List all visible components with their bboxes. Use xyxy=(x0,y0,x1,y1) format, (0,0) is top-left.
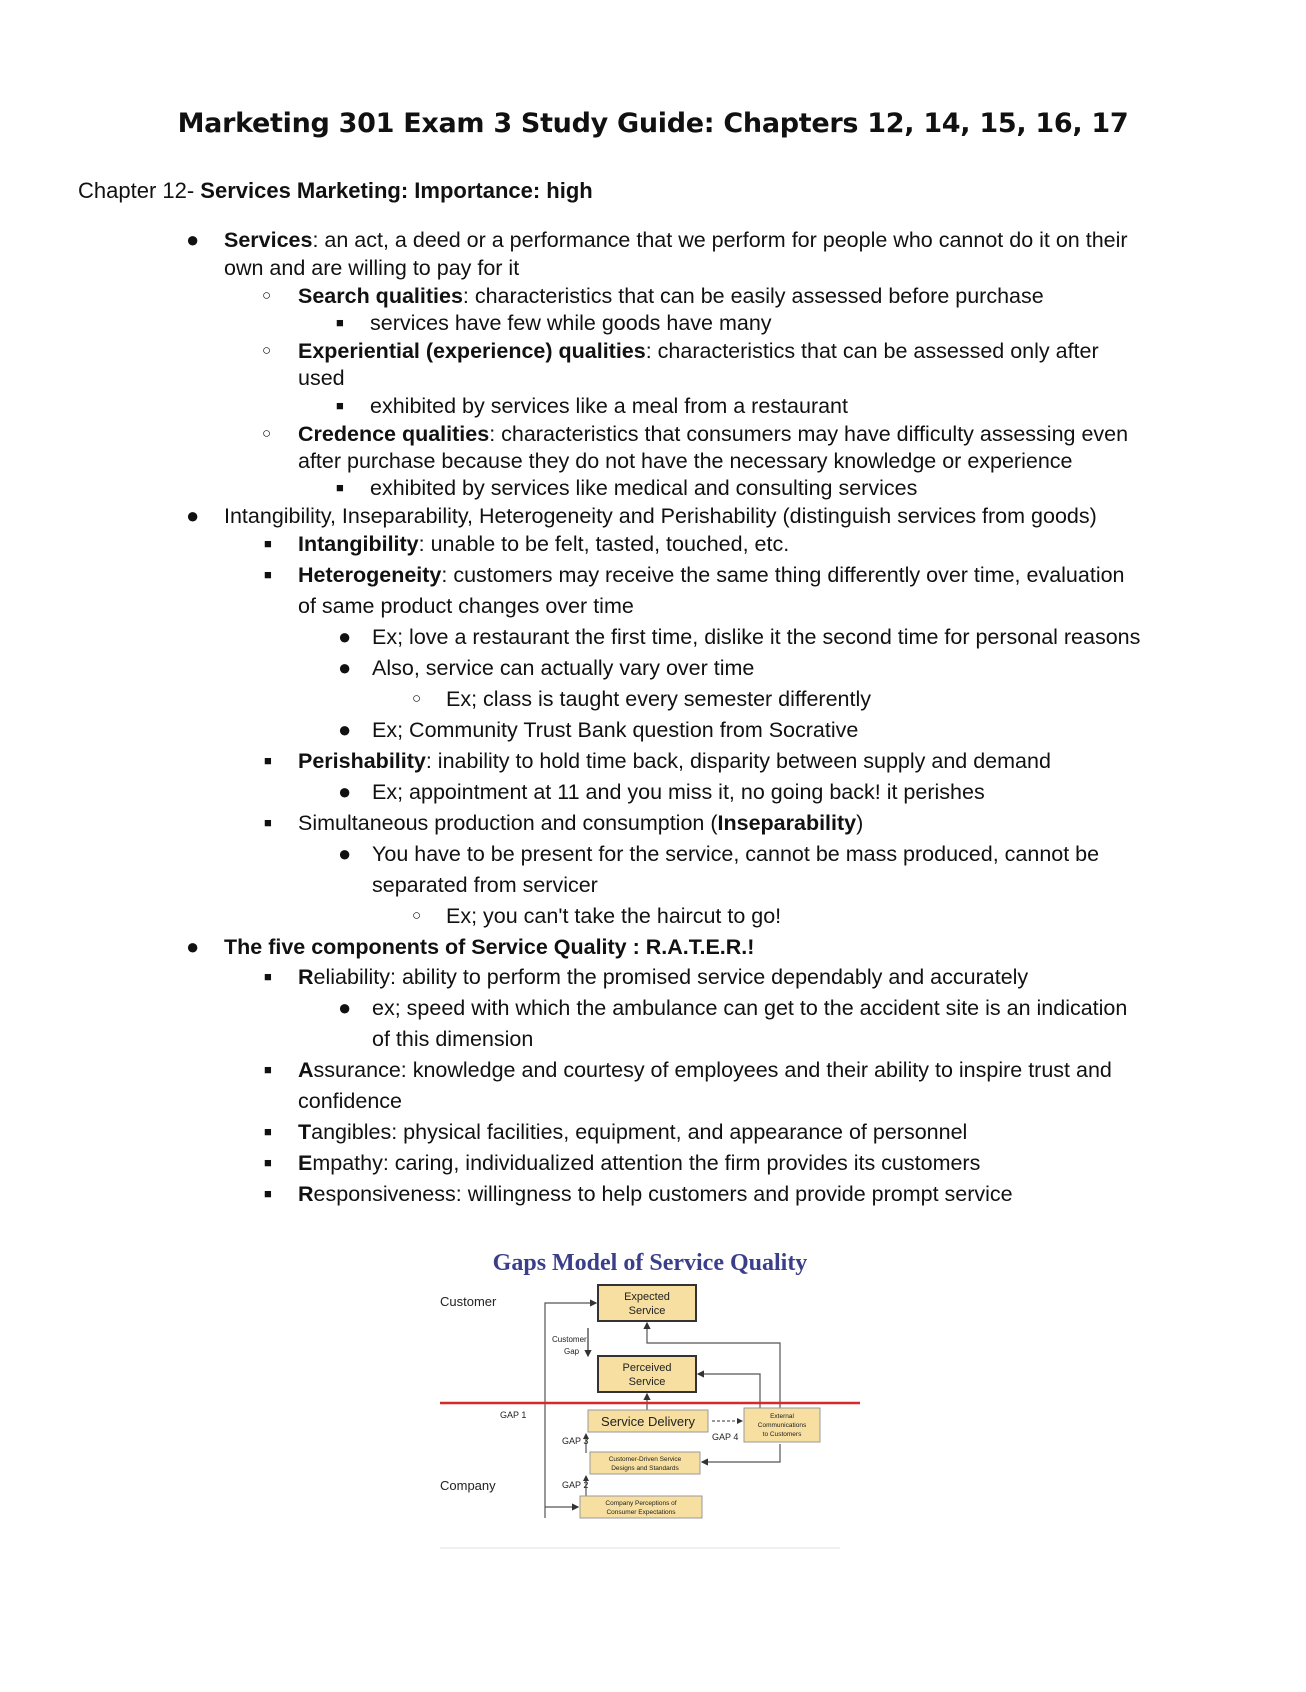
bullet-dot: ● xyxy=(338,655,352,680)
perceived-service-line1: Perceived xyxy=(622,1362,672,1374)
bullet-square: ■ xyxy=(264,1062,272,1077)
chapter-heading xyxy=(78,178,593,204)
bullet-circle: ○ xyxy=(262,287,272,304)
list-item: ex; speed with which the ambulance can get to the accident site is an indication xyxy=(372,996,1128,1020)
expected-service-line2: Service xyxy=(628,1305,666,1317)
bullet-square: ■ xyxy=(264,1124,272,1139)
bullet-dot: ● xyxy=(186,503,200,528)
bullet-square: ■ xyxy=(336,398,344,413)
list-item: Also, service can actually vary over time xyxy=(372,656,755,680)
bullet-dot: ● xyxy=(338,624,352,649)
bullet-square: ■ xyxy=(264,969,272,984)
bullet-square: ■ xyxy=(264,753,272,768)
list-item: Heterogeneity: customers may receive the same thing differently over time, evaluation xyxy=(298,563,1125,587)
expected-service-line1: Expected xyxy=(624,1291,670,1303)
bullet-square: ■ xyxy=(264,1155,272,1170)
list-item: services have few while goods have many xyxy=(370,311,772,335)
bullet-dot: ● xyxy=(338,717,352,742)
customer-gap-line1: Customer xyxy=(552,1335,587,1344)
list-item-continued: own and are willing to pay for it xyxy=(224,256,520,280)
list-item: Ex; love a restaurant the first time, dislike it the second time for personal reasons xyxy=(372,625,1141,649)
external-to-designs xyxy=(702,1444,780,1462)
list-item: exhibited by services like a meal from a restaurant xyxy=(370,394,848,418)
gap2-label: GAP 2 xyxy=(562,1480,589,1490)
perceived-service-line2: Service xyxy=(628,1376,666,1388)
bullet-circle: ○ xyxy=(412,907,422,924)
list-item: You have to be present for the service, cannot be mass produced, cannot be xyxy=(372,842,1100,866)
page-title: Marketing 301 Exam 3 Study Guide: Chapters 12, 14, 15, 16, 17 xyxy=(177,108,1129,139)
company-label: Company xyxy=(440,1478,496,1493)
list-item: Simultaneous production and consumption (Inseparability) xyxy=(298,811,864,835)
bullet-square: ■ xyxy=(264,1186,272,1201)
service-delivery-label: Service Delivery xyxy=(601,1414,695,1429)
list-item: Empathy: caring, individualized attention the firm provides its customers xyxy=(298,1151,981,1175)
bullet-square: ■ xyxy=(336,315,344,330)
list-item: Tangibles: physical facilities, equipment, and appearance of personnel xyxy=(298,1120,968,1144)
bullet-dot: ● xyxy=(338,779,352,804)
bullet-square: ■ xyxy=(264,567,272,582)
list-item: The five components of Service Quality : R.A.T.E.R.! xyxy=(224,935,755,959)
bullet-square: ■ xyxy=(264,815,272,830)
list-item: Intangibility: unable to be felt, tasted, touched, etc. xyxy=(298,532,790,556)
customer-gap-line2: Gap xyxy=(564,1347,580,1356)
list-item-continued: of this dimension xyxy=(372,1027,534,1051)
bullet-dot: ● xyxy=(186,227,200,252)
chapter-title: Services Marketing: Importance: high xyxy=(200,178,593,203)
designs-line2: Designs and Standards xyxy=(611,1465,679,1472)
bullet-dot: ● xyxy=(338,995,352,1020)
list-item: Reliability: ability to perform the promised service dependably and accurately xyxy=(298,965,1029,989)
list-item: Assurance: knowledge and courtesy of employees and their ability to inspire trust and xyxy=(298,1058,1112,1082)
bullet-square: ■ xyxy=(264,536,272,551)
gaps-model-diagram xyxy=(440,1248,860,1556)
list-item: Services: an act, a deed or a performance that we perform for people who cannot do it on their xyxy=(224,228,1128,252)
list-item: Ex; class is taught every semester differently xyxy=(446,687,872,711)
gap4-label: GAP 4 xyxy=(712,1432,739,1442)
list-item: Experiential (experience) qualities: characteristics that can be assessed only after xyxy=(298,339,1099,363)
list-item-continued: after purchase because they do not have the necessary knowledge or experience xyxy=(298,449,1073,473)
list-item-continued: of same product changes over time xyxy=(298,594,634,618)
external-line1: External xyxy=(770,1413,794,1420)
list-item: Credence qualities: characteristics that consumers may have difficulty assessing even xyxy=(298,422,1129,446)
bullet-square: ■ xyxy=(336,480,344,495)
chapter-prefix: Chapter 12- xyxy=(78,178,201,203)
list-item-continued: separated from servicer xyxy=(372,873,598,897)
list-item: Responsiveness: willingness to help customers and provide prompt service xyxy=(298,1182,1013,1206)
customer-label: Customer xyxy=(440,1294,497,1309)
gap3-label: GAP 3 xyxy=(562,1436,589,1446)
list-item: Search qualities: characteristics that can be easily assessed before purchase xyxy=(298,284,1044,308)
bullet-dot: ● xyxy=(338,841,352,866)
external-line2: Communications xyxy=(757,1422,807,1429)
bullet-circle: ○ xyxy=(262,342,272,359)
list-item: exhibited by services like medical and consulting services xyxy=(370,476,918,500)
external-line3: to Customers xyxy=(762,1431,802,1438)
list-item: Ex; Community Trust Bank question from Socrative xyxy=(372,718,859,742)
diagram-title: Gaps Model of Service Quality xyxy=(492,1250,808,1276)
bullet-dot: ● xyxy=(186,934,200,959)
list-item: Perishability: inability to hold time back, disparity between supply and demand xyxy=(298,749,1051,773)
list-item-continued: confidence xyxy=(298,1089,402,1113)
bullet-circle: ○ xyxy=(412,690,422,707)
perceptions-line1: Company Perceptions of xyxy=(605,1500,677,1507)
designs-line1: Customer-Driven Service xyxy=(608,1456,682,1463)
perceptions-line2: Consumer Expectations xyxy=(606,1509,676,1516)
list-item-continued: used xyxy=(298,366,345,390)
list-item: Intangibility, Inseparability, Heterogeneity and Perishability (distinguish services from goods) xyxy=(224,504,1097,528)
bullet-circle: ○ xyxy=(262,425,272,442)
gap1-label: GAP 1 xyxy=(500,1410,527,1420)
list-item: Ex; appointment at 11 and you miss it, no going back! it perishes xyxy=(372,780,985,804)
list-item: Ex; you can't take the haircut to go! xyxy=(446,904,782,928)
